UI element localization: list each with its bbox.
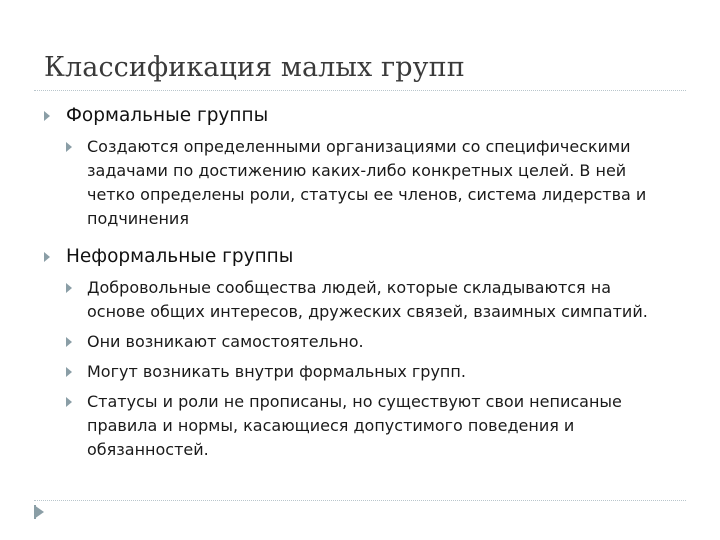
triangle-right-icon — [44, 111, 50, 121]
list-item — [87, 330, 687, 354]
list-item-line: правила и нормы, касающиеся допустимого поведения и — [87, 416, 575, 435]
list-item-line: Добровольные сообщества людей, которые складываются на — [87, 278, 612, 297]
triangle-right-icon — [66, 367, 72, 377]
list-item — [87, 135, 687, 231]
list-item — [87, 390, 687, 462]
list-item — [87, 360, 687, 384]
section-heading-formal: Формальные группы — [66, 105, 269, 126]
list-item-line: обязанностей. — [87, 440, 209, 459]
list-item-line: Могут возникать внутри формальных групп. — [87, 362, 466, 381]
title-divider — [34, 90, 686, 91]
triangle-right-icon — [66, 283, 72, 293]
list-item-line: задачами по достижению каких-либо конкретных целей. В ней — [87, 161, 627, 180]
list-item-line: подчинения — [87, 209, 189, 228]
triangle-right-icon — [66, 142, 72, 152]
list-item — [87, 276, 687, 324]
list-item-line: Статусы и роли не прописаны, но существуют свои неписаные — [87, 392, 622, 411]
slide-title: Классификация малых групп — [44, 52, 465, 83]
list-item-line: основе общих интересов, дружеских связей, взаимных симпатий. — [87, 302, 648, 321]
triangle-right-icon — [66, 397, 72, 407]
list-item-line: четко определены роли, статусы ее членов, система лидерства и — [87, 185, 647, 204]
triangle-right-icon — [66, 337, 72, 347]
slide-nav-arrow-icon[interactable] — [34, 505, 44, 519]
section-heading-informal: Неформальные группы — [66, 246, 294, 267]
triangle-right-icon — [44, 252, 50, 262]
footer-divider — [34, 500, 686, 501]
list-item-line: Создаются определенными организациями со специфическими — [87, 137, 631, 156]
list-item-line: Они возникают самостоятельно. — [87, 332, 364, 351]
